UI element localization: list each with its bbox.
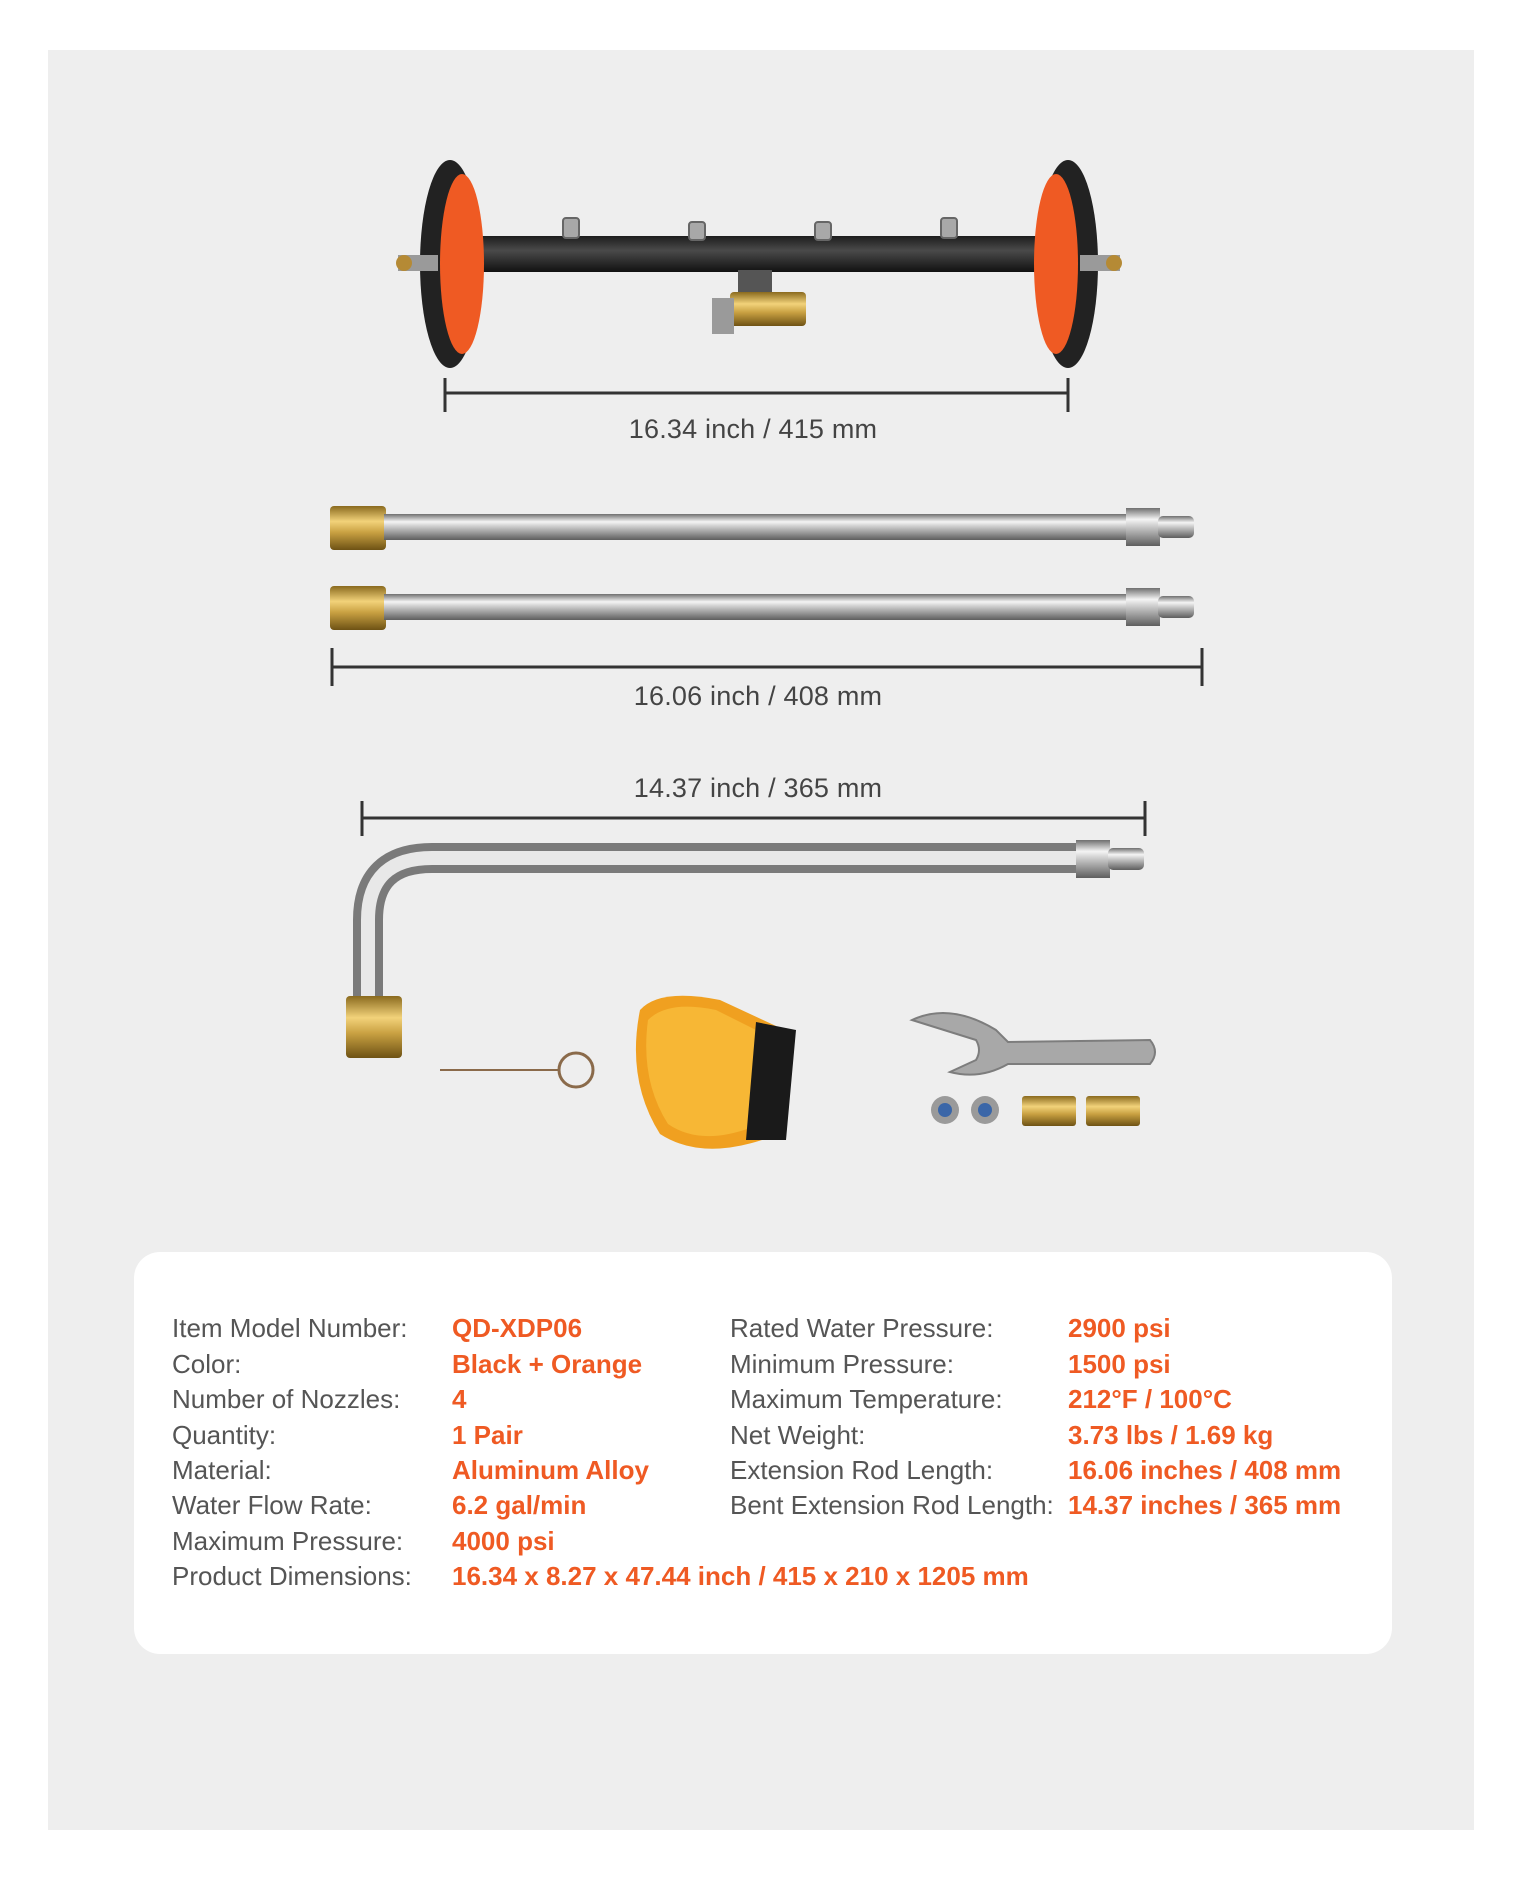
spec-value: 212°F / 100°C — [1068, 1384, 1232, 1414]
spec-value: 4000 psi — [452, 1526, 555, 1556]
surface-cleaner — [396, 160, 1122, 368]
spec-value: 2900 psi — [1068, 1313, 1171, 1343]
spec-value: 14.37 inches / 365 mm — [1068, 1490, 1342, 1520]
spec-value: 6.2 gal/min — [452, 1490, 587, 1520]
extension-rod-dimension: 16.06 inch / 408 mm — [633, 681, 883, 711]
spec-value: QD-XDP06 — [452, 1313, 583, 1343]
adapter — [1022, 1096, 1076, 1126]
spec-label: Net Weight: — [730, 1420, 866, 1450]
spec-label: Quantity: — [172, 1420, 277, 1450]
spec-value: 1 Pair — [452, 1420, 523, 1450]
wash-mitt — [636, 996, 796, 1149]
nut — [931, 1096, 959, 1124]
spec-label: Number of Nozzles: — [172, 1384, 401, 1414]
spec-label: Material: — [172, 1455, 272, 1485]
spec-value: 1500 psi — [1068, 1349, 1171, 1379]
nut — [971, 1096, 999, 1124]
bent-rod-dimension: 14.37 inch / 365 mm — [633, 773, 883, 803]
spec-label: Item Model Number: — [172, 1313, 408, 1343]
dimension-line-bent — [362, 801, 1145, 836]
spec-value: Aluminum Alloy — [452, 1455, 649, 1485]
spec-label: Rated Water Pressure: — [730, 1313, 994, 1343]
spec-label: Minimum Pressure: — [730, 1349, 954, 1379]
spec-value: 4 — [452, 1384, 467, 1414]
spec-value: 3.73 lbs / 1.69 kg — [1068, 1420, 1274, 1450]
spec-label: Maximum Temperature: — [730, 1384, 1003, 1414]
extension-rod — [330, 506, 1194, 550]
spec-value: 16.34 x 8.27 x 47.44 inch / 415 x 210 x 1205 mm — [452, 1561, 1029, 1591]
wrench — [912, 1013, 1155, 1075]
spec-label: Extension Rod Length: — [730, 1455, 994, 1485]
adapter — [1086, 1096, 1140, 1126]
surface-cleaner-dimension: 16.34 inch / 415 mm — [628, 414, 878, 444]
spec-value: Black + Orange — [452, 1349, 643, 1379]
spec-label: Product Dimensions: — [172, 1561, 412, 1591]
spec-label: Water Flow Rate: — [172, 1490, 372, 1520]
extension-rod — [330, 586, 1194, 630]
spec-label: Color: — [172, 1349, 242, 1379]
spec-label: Bent Extension Rod Length: — [730, 1490, 1054, 1520]
spec-label: Maximum Pressure: — [172, 1526, 404, 1556]
dimension-line-surface — [445, 378, 1068, 412]
cleaning-needle — [440, 1053, 593, 1087]
spec-value: 16.06 inches / 408 mm — [1068, 1455, 1342, 1485]
